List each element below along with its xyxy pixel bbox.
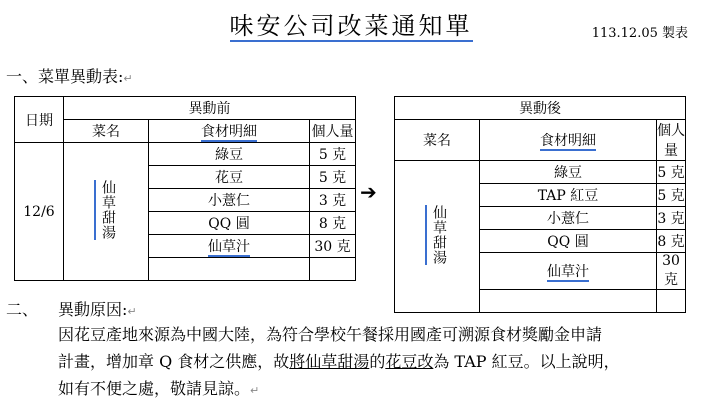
before-qty: 8 克 — [310, 212, 356, 235]
paragraph-line: 因花豆產地來源為中國大陸，為符合學校午餐採用國產可溯源食材獎勵金申請 — [58, 325, 603, 344]
before-qty: 5 克 — [310, 143, 356, 166]
qty-header: 個人量 — [657, 120, 686, 161]
paragraph-line: 計畫，增加章 Q 食材之供應，故將仙草甜湯的花豆改為 TAP 紅豆。以上說明， — [58, 352, 620, 371]
empty-cell — [480, 290, 657, 313]
empty-cell — [149, 258, 310, 281]
before-qty: 30 克 — [310, 235, 356, 258]
before-qty: 5 克 — [310, 166, 356, 189]
before-ingredient: 仙草汁 — [149, 235, 310, 258]
ingredient-header: 食材明細 — [480, 120, 657, 161]
before-qty: 3 克 — [310, 189, 356, 212]
after-ingredient: QQ 圓 — [480, 230, 657, 253]
before-ingredient: 花豆 — [149, 166, 310, 189]
after-qty: 8 克 — [657, 230, 686, 253]
section-2-heading: 異動原因:↵ — [58, 300, 137, 319]
ingredient-header: 食材明細 — [149, 120, 310, 143]
after-header: 異動後 — [395, 97, 686, 120]
reason-paragraph — [58, 321, 698, 404]
before-ingredient: QQ 圓 — [149, 212, 310, 235]
date-label: 113.12.05 製表 — [591, 26, 688, 41]
section-2-number: 二、 — [6, 300, 39, 319]
after-dish: 仙草甜湯 — [425, 205, 449, 265]
before-ingredient: 綠豆 — [149, 143, 310, 166]
empty-cell — [310, 258, 356, 281]
dish-header: 菜名 — [395, 120, 480, 161]
empty-cell — [657, 290, 686, 313]
before-table — [14, 96, 356, 281]
section-1-heading: 一、菜單異動表:↵ — [6, 67, 133, 86]
after-qty: 3 克 — [657, 207, 686, 230]
qty-header: 個人量 — [310, 120, 356, 143]
after-qty: 5 克 — [657, 184, 686, 207]
before-ingredient: 小薏仁 — [149, 189, 310, 212]
after-ingredient: TAP 紅豆 — [480, 184, 657, 207]
after-table — [394, 96, 686, 313]
after-qty: 5 克 — [657, 161, 686, 184]
date-cell: 12/6 — [15, 143, 64, 281]
after-ingredient: 小薏仁 — [480, 207, 657, 230]
before-dish: 仙草甜湯 — [94, 180, 118, 240]
arrow-icon: ➔ — [360, 180, 377, 204]
before-dish-cell — [64, 143, 149, 281]
page-title: 味安公司改菜通知單 — [229, 12, 473, 40]
after-ingredient: 綠豆 — [480, 161, 657, 184]
after-qty: 30 克 — [657, 253, 686, 290]
after-dish-cell — [395, 161, 480, 313]
after-ingredient: 仙草汁 — [480, 253, 657, 290]
date-header: 日期 — [15, 97, 64, 143]
before-header: 異動前 — [64, 97, 356, 120]
paragraph-line: 如有不便之處，敬請見諒。↵ — [58, 379, 260, 398]
dish-header: 菜名 — [64, 120, 149, 143]
